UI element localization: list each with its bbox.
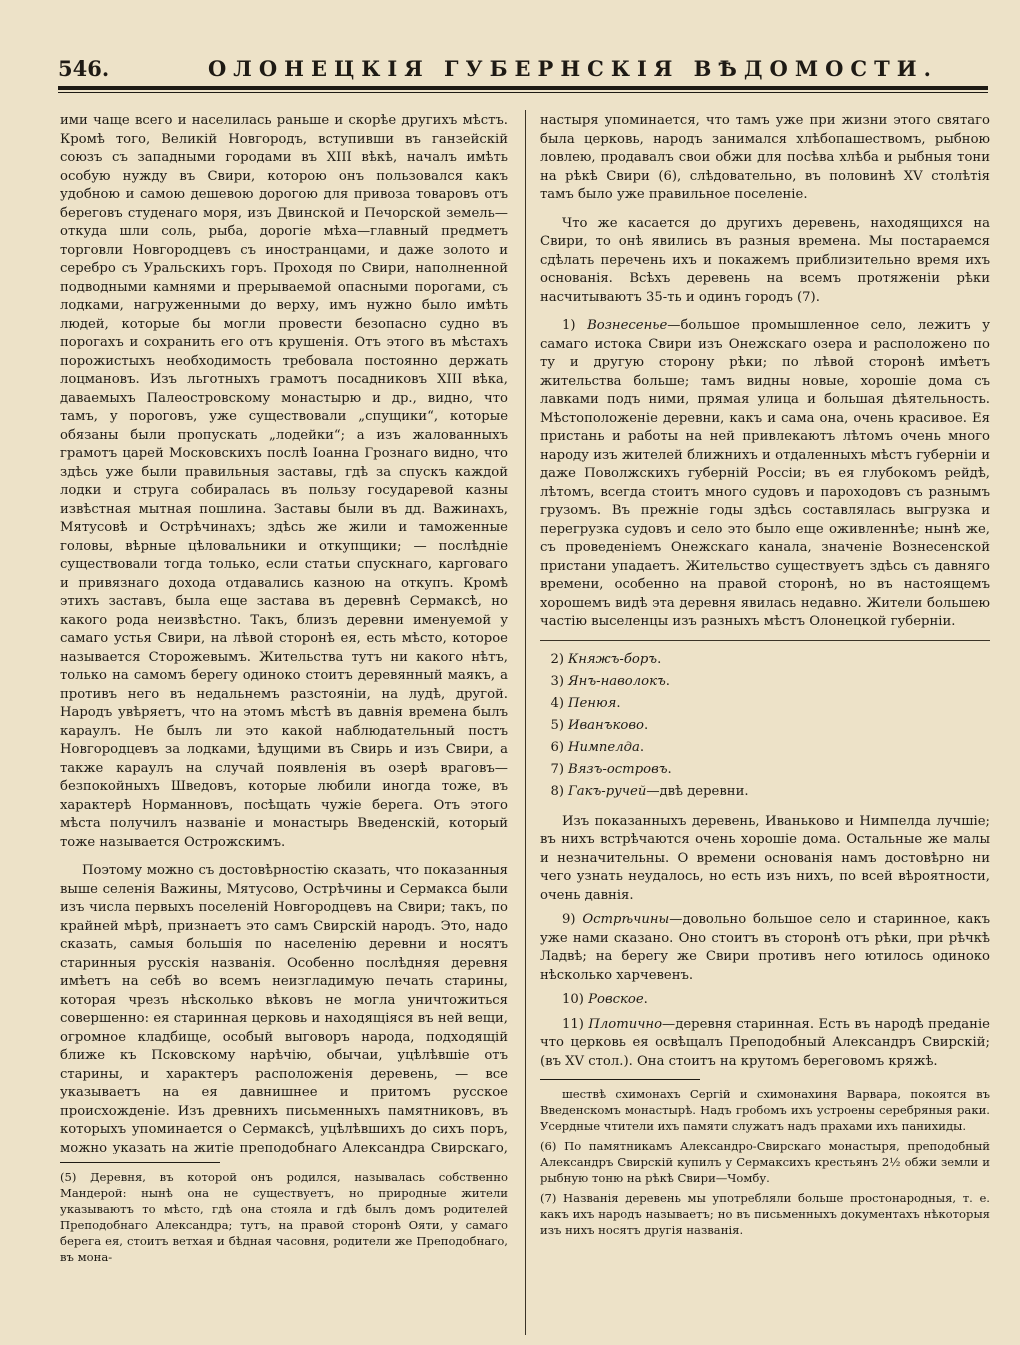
village-list-name: Нимпелда [568, 739, 640, 755]
right-lower-text [540, 813, 990, 1072]
village-list-item [540, 715, 990, 737]
header-rule-thin [58, 92, 988, 93]
village-item-1-name: Вознесенье [587, 318, 668, 333]
village-list-name: Пенюя [568, 695, 617, 711]
right-paragraph-2: Что же касается до другихъ деревень, находящихся на Свири, то онѣ явились въ разныя времена. Мы постараемся сдѣлать перечень ихъ и покажемъ приблизительно время ихъ основанія. Всѣхъ деревень на всемъ протяженіи рѣки насчитываютъ 35-ть и одинъ городъ (7). [540, 215, 990, 305]
village-item-10-suffix: . [643, 992, 648, 1007]
left-paragraph-2: Поэтому можно съ достовѣрностію сказать, что показанныя выше селенія Важины, Мятусово, Острѣчины и Сермакса были изъ числа первыхъ поселеній Новгородцевъ на Свири; такъ, по крайней мѣрѣ, признаетъ это самъ Свирскій народъ. Это, надо сказать, самыя большія по населенію деревни и носятъ старинныя русскія названія. Особенно послѣдняя деревня имѣетъ на себѣ во всемъ неизгладимую печать старины, которая чрезъ нѣсколько вѣковъ не могла уничтожиться совершенно: ея старинная церковь и находящіяся въ ней вещи, огромное кладбище, особый выговоръ народа, подходящій ближе къ Псковскому нарѣчію, обычаи, уцѣлѣвшіе отъ старины, и характеръ расположенія деревень, — все указываетъ на ея давнишнее и притомъ русское происхожденіе. Изъ древнихъ письменныхъ памятниковъ, въ которыхъ упоминается о Сермаксѣ, уцѣлѣвшихъ до сихъ поръ, можно указать на житіе преподобнаго Александра Свирскаго, [60, 863, 508, 1154]
village-list-suffix: . [643, 717, 649, 733]
left-footnotes [60, 1169, 508, 1265]
village-item-9 [540, 911, 990, 985]
village-list-num: 4) [550, 695, 564, 711]
village-list-item [540, 671, 990, 693]
village-list-suffix: . [665, 673, 670, 689]
footnote-rule [60, 1162, 220, 1163]
left-paragraph-1: ими чаще всего и населилась раньше и скорѣе другихъ мѣстъ. Кромѣ того, Великій Новгородъ, вступивши въ ганзейскій союзъ съ западными городами въ XIII вѣкѣ, началъ имѣть особую нужду въ Свири, которою онъ пользовался какъ удобною и самою дешевою дорогою для привоза товаровъ отъ береговъ студенаго моря, изъ Двинской и Печорской земель—откуда шли соль, рыба, дорогіе мѣха—главный предметъ торговли Новгородцевъ съ иностранцами, и даже золото и серебро съ Уральскихъ горъ. Проходя по Свири, наполненной подводными камнями и прерываемой опасными порогами, съ лодками, нагруженными до верху, имъ нужно было имѣть людей, которые бы могли провести безопасно судно въ порогахъ и сохранить его отъ крушенія. Отъ этого въ мѣстахъ порожистыхъ необходимость требовала постоянно держать лоцмановъ. Изъ льготныхъ грамотъ посадниковъ XIII вѣка, даваемыхъ Палеостровскому монастырю и др., видно, что тамъ, у пороговъ, уже существовали „спущики“, которые обязаны были пропускать „лодейки“; а изъ жалованныхъ грамотъ царей Московскихъ послѣ Іоанна Грознаго видно, что здѣсь уже были правильныя заставы, гдѣ за спускъ каждой лодки и струга собиралась въ пользу государевой казны извѣстная мытная пошлина. Заставы были въ дд. Важинахъ, Мятусовѣ и Острѣчинахъ; здѣсь же жили и таможенные головы, вѣрные цѣловальники и откупщики; — послѣдніе существовали тогда только, если статьи спускнаго, карговаго и привязнаго дохода отдавались казною на откупъ. Кромѣ этихъ заставъ, была еще застава въ деревнѣ Сермаксѣ, но какого рода неизвѣстно. Такъ, близъ деревни именуемой у самаго устья Свири, на лѣвой сторонѣ ея, есть мѣсто, которое называется Сторожевымъ. Жительства тутъ ни какого нѣтъ, только на самомъ берегу одиноко стоитъ деревянный маякъ, а противъ него въ недальнемъ разстояніи, на лудѣ, другой. Народъ увѣряетъ, что на этомъ мѣстѣ въ давнія времена былъ караулъ. Не былъ ли это какой наблюдательный постъ Новгородцевъ за лодками, ѣдущими въ Свирь и изъ Свири, а также караулъ на случай появленія въ озерѣ враговъ—безпокойныхъ Шведовъ, которые любили иногда тоже, въ характерѣ Норманновъ, посѣщать чужіе берега. Отъ этого мѣста получилъ названіе и монастырь Введенскій, который тоже называется Острожскимъ. [60, 113, 508, 850]
village-item-1-num: 1) [562, 318, 576, 333]
village-list-name: Гакъ-ручей [568, 783, 647, 799]
village-list-suffix: . [657, 651, 662, 667]
village-list-num: 6) [550, 739, 564, 755]
village-list [540, 649, 990, 803]
right-section-divider [540, 640, 990, 641]
village-list-name: Княжъ-боръ [568, 651, 658, 667]
column-divider [525, 110, 526, 1335]
footnote-6: (6) По памятникамъ Александро-Свирскаго монастыря, преподобный Александръ Свирскій купилъ у Сермаксихъ крестьянъ 2½ обжи земли и рыбную тоню на рѣкѣ Свири—Чомбу. [540, 1139, 990, 1185]
village-list-suffix: —двѣ деревни. [646, 783, 749, 799]
village-item-10-num: 10) [562, 992, 584, 1007]
village-list-num: 7) [550, 761, 564, 777]
village-list-suffix: . [616, 695, 621, 711]
village-list-name: Янъ-наволокъ [568, 673, 666, 689]
village-list-suffix: . [667, 761, 672, 777]
right-footnotes [540, 1086, 990, 1238]
right-column [540, 112, 990, 1242]
right-paragraph-3: Изъ показанныхъ деревень, Иваньково и Нимпелда лучшіе; въ нихъ встрѣчаются очень хорошіе дома. Остальные же малы и незначительны. О времени основанія намъ достовѣрно ни чего узнать неудалось, но есть изъ нихъ, по всей вѣроятности, очень давнія. [540, 813, 990, 903]
village-list-name: Вязъ-островъ [568, 761, 668, 777]
village-list-item [540, 759, 990, 781]
village-item-1 [540, 317, 990, 632]
village-list-item [540, 693, 990, 715]
footnote-5: (5) Деревня, въ которой онъ родился, называлась собственно Мандерой: нынѣ она не существуетъ, но природные жители указываютъ то мѣсто, гдѣ она стояла и гдѣ былъ домъ родителей Преподобнаго Александра; тутъ, на правой сторонѣ Ояти, у самаго берега ея, стоитъ ветхая и бѣдная часовня, родители же Преподобнаго, въ мона- [60, 1170, 508, 1264]
village-list-suffix: . [639, 739, 645, 755]
village-item-11-text: —деревня старинная. Есть въ народѣ преданіе что церковь ея освѣщалъ Преподобный Александръ Свирскій; (въ XV стол.). Она стоитъ на крутомъ береговомъ кряжѣ. [540, 1016, 990, 1069]
page-number: 546. [58, 56, 110, 81]
header-rule-thick [58, 86, 988, 90]
left-column [60, 112, 508, 1269]
village-list-item [540, 649, 990, 671]
right-footnote-rule [540, 1079, 700, 1080]
village-list-num: 2) [550, 651, 564, 667]
village-list-item [540, 737, 990, 759]
village-list-item [540, 781, 990, 803]
village-list-num: 8) [550, 783, 564, 799]
village-list-num: 5) [550, 717, 564, 733]
village-list-name: Иванъково [568, 717, 644, 733]
village-item-10 [540, 991, 990, 1010]
village-list-num: 3) [550, 673, 564, 689]
village-item-9-name: Острѣчины [582, 912, 670, 927]
village-item-11-num: 11) [562, 1016, 584, 1032]
footnote-5-continued: шествѣ схимонахъ Сергій и схимонахиня Варвара, покоятся въ Введенскомъ монастырѣ. Надъ гробомъ ихъ устроены серебряныя раки. Усердные чтители ихъ памяти служатъ надъ прахами ихъ панихиды. [540, 1087, 990, 1133]
village-item-9-text: —довольно большое село и старинное, какъ уже нами сказано. Оно стоитъ въ сторонѣ отъ рѣки, при рѣчкѣ Ладвѣ; на берегу же Свири противъ него ютилось одиноко нѣсколько харчевенъ. [540, 912, 990, 983]
village-item-11-name: Плотично [588, 1016, 663, 1032]
village-item-9-num: 9) [562, 912, 576, 927]
right-paragraph-1: настыря упоминается, что тамъ уже при жизни этого святаго была церковь, народъ занимался хлѣбопашествомъ, рыбною ловлею, продавалъ свои обжи для посѣва хлѣба и рыбныя тони на рѣкѣ Свири (6), слѣдовательно, въ половинѣ XV столѣтія тамъ было уже правильное поселеніе. [540, 113, 990, 202]
page-header [58, 52, 988, 82]
village-item-11 [540, 1016, 990, 1072]
village-item-1-text: —большое промышленное село, лежитъ у самаго истока Свири изъ Онежскаго озера и расположено по ту и другую сторону рѣки; по лѣвой сторонѣ имѣетъ жительства больше; тамъ видны новые, хорошіе дома съ лавками подъ ними, прямая улица и большая дѣятельность. Мѣстоположеніе деревни, какъ и сама она, очень красивое. Ея пристань и работы на ней привлекаютъ лѣтомъ очень много народу изъ жителей ближнихъ и отдаленныхъ мѣстъ губерніи и даже Поволжскихъ губерній Россіи; въ ея глубокомъ рейдѣ, лѣтомъ, всегда стоитъ много судовъ и пароходовъ съ разнымъ грузомъ. Въ прежніе годы здѣсь составлялась выгрузка и перегрузка судовъ и село это было еще оживленнѣе; нынѣ же, съ проведеніемъ Онежскаго канала, значеніе Вознесенской пристани упадаетъ. Жительство существуетъ здѣсь съ давняго времени, особенно на правой сторонѣ, но въ настоящемъ хорошемъ видѣ эта деревня явилась недавно. Жители большею частію выселенцы изъ разныхъ мѣстъ Олонецкой губерніи. [540, 318, 990, 629]
footnote-7: (7) Названія деревень мы употребляли больше простонародныя, т. е. какъ ихъ народъ называетъ; но въ письменныхъ документахъ нѣкоторыя изъ нихъ носятъ другія названія. [540, 1191, 990, 1237]
village-item-10-name: Ровское [588, 992, 644, 1007]
left-body [60, 112, 508, 1154]
journal-title: ОЛОНЕЦКІЯ ГУБЕРНСКІЯ ВѢДОМОСТИ. [208, 56, 938, 81]
